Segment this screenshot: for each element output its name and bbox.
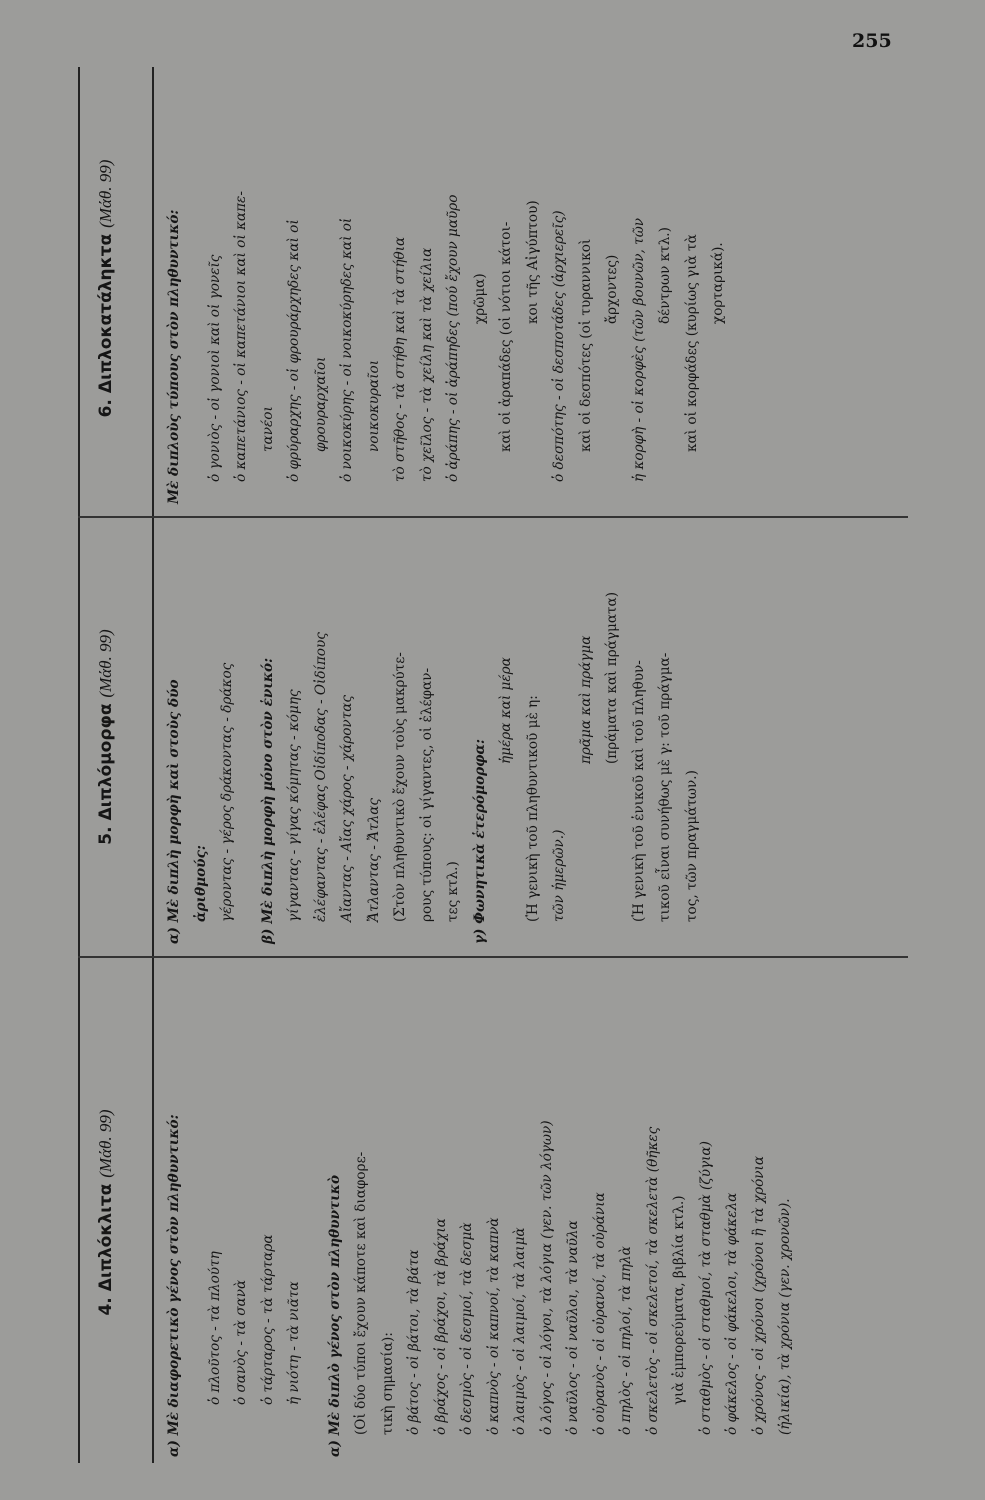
text-line: ἡ νιότη - τὰ νιᾶτα (286, 1281, 302, 1405)
column-title: 6. Διπλοκατάληκτα (96, 233, 116, 418)
column-divider (78, 517, 908, 519)
spacer (308, 966, 322, 1457)
column-diplokatalikta (70, 65, 920, 512)
text-line: γιὰ ἐμπορεύματα, βιβλία κτλ.) (671, 1195, 687, 1405)
text-line: τος, τῶν πραγμάτων.) (683, 770, 700, 922)
text-line: ὁ πλοῦτος - τὰ πλούτη (206, 1251, 223, 1405)
spacer (188, 966, 202, 1457)
text-line: καὶ οἱ κορφάδες (κυρίως γιὰ τὰ (683, 234, 700, 452)
text-line: ὁ βράχος - οἱ βράχοι, τὰ βράχια (432, 1218, 449, 1435)
text-line: ὁ ναῦλος - οἱ ναῦλοι, τὰ ναῦλα (565, 1220, 581, 1435)
section-heading: Μὲ διπλοὺς τύπους στὸν πληθυντικό: (166, 209, 182, 504)
text-line: ὁ χρόνος - οἱ χρόνοι (χρόνοι ἢ τὰ χρόνια (750, 1155, 767, 1435)
text-line: ὁ πηλὸς - οἱ πηλοί, τὰ πηλὰ (618, 1246, 634, 1435)
text-line: γέροντας - γέρος δράκοντας - δράκος (219, 662, 235, 922)
column-reference: (Μάθ. 99) (96, 1109, 115, 1178)
text-line: τῶν ἡμερῶν.) (551, 829, 567, 922)
column-diploklita (70, 960, 920, 1465)
text-line: δέντρων κτλ.) (657, 227, 673, 324)
text-line: ὁ φάκελος - οἱ φάκελοι, τὰ φάκελα (724, 1192, 740, 1435)
text-line: ἡμέρα καὶ μέρα (498, 657, 514, 764)
text-line: νοικοκυραῖοι (365, 359, 382, 452)
column-header (70, 522, 145, 952)
text-line: ρους τύπους: οἱ γίγαντες, οἱ ἐλέφαν- (418, 667, 435, 922)
rotated-table (70, 65, 920, 1465)
text-line: τικὴ σημασία): (379, 1332, 396, 1435)
column-diplomorfa (70, 522, 920, 952)
text-line: Αἴαντας - Αἴας χάρος - χάροντας (339, 694, 355, 922)
text-line: ὁ γονιὸς - οἱ γονιοὶ καὶ οἱ γονεῖς (206, 254, 223, 482)
column-title: 5. Διπλόμορφα (96, 703, 116, 845)
column-body (145, 65, 732, 512)
text-line: ἡ κορφὴ - οἱ κορφὲς (τῶν βουνῶν, τῶν (630, 217, 647, 482)
text-line: πρᾶμα καὶ πράγμα (577, 635, 594, 764)
text-line: (πράματα καὶ πράγματα) (604, 591, 620, 764)
text-line: κοι τῆς Αἰγύπτου) (524, 200, 541, 324)
text-line: ὁ λαιμὸς - οἱ λαιμοί, τὰ λαιμὰ (512, 1227, 528, 1435)
text-line: ὁ δεσμὸς - οἱ δεσμοί, τὰ δεσμὰ (459, 1222, 475, 1435)
text-line: ὁ λόγος - οἱ λόγοι, τὰ λόγια (γεν. τῶν λόγων) (538, 1120, 555, 1435)
text-line: (Ἡ γενικὴ τοῦ πληθυντικοῦ μὲ η: (524, 695, 541, 922)
text-line: ὁ φρύραρχης - οἱ φρουράρχηδες καὶ οἱ (286, 219, 302, 482)
column-body (145, 522, 705, 952)
column-divider (78, 957, 908, 959)
text-line: ὁ νοικοκύρης - οἱ νοικοκύρηδες καὶ οἱ (339, 217, 355, 482)
text-line: (Ἡ γενικὴ τοῦ ἑνικοῦ καὶ τοῦ πληθυν- (630, 660, 647, 922)
section-heading: β) Μὲ διπλὴ μορφὴ μόνο στὸν ἑνικό: (259, 657, 276, 944)
spacer (188, 71, 202, 504)
spacer (241, 528, 255, 944)
text-line: ὁ δεσπότης - οἱ δεσποτάδες (ἀρχιερεῖς) (551, 210, 567, 482)
text-line: ἄρχοντες) (604, 254, 620, 324)
text-line: ὁ τάρταρος - τὰ τάρταρα (259, 1234, 276, 1405)
text-line: τὸ χεῖλος - τὰ χείλη καὶ τὰ χείλια (418, 247, 435, 482)
column-header (70, 960, 145, 1465)
text-line: τανέοι (259, 406, 276, 452)
text-line: ὁ καπνὸς - οἱ καπνοί, τὰ καπνὰ (485, 1217, 502, 1435)
text-line: ὁ σταθμὸς - οἱ σταθμοί, τὰ σταθμὰ (ζύγια) (697, 1141, 714, 1435)
text-line: ἐλέφαντας - ἐλέφας Οἰδίποδας - Οἰδίπους (312, 632, 329, 922)
text-line: (Οἱ δύο τύποι ἔχουν κάποτε καὶ διαφορε- (353, 1151, 369, 1435)
column-header (70, 65, 145, 512)
text-line: (Στὸν πληθυντικὸ ἔχουν τοὺς μακρύτε- (392, 652, 408, 922)
text-line: καὶ οἱ δεσπότες (οἱ τυραννικοὶ (577, 238, 594, 452)
text-line: Ἄτλαντας - Ἄτλας (365, 797, 382, 922)
column-body (145, 960, 799, 1465)
text-line: γίγαντας - γίγας κόμητας - κόμης (286, 689, 302, 922)
text-line: ὁ ἀράπης - οἱ ἀράπηδες (πού ἔχουν μαῦρο (445, 194, 461, 482)
section-heading: γ) Φωνητικὰ ἑτερόμορφα: (471, 739, 488, 944)
text-line: (ἡλικία), τὰ χρόνια (γεν. χρονῶν). (777, 1198, 793, 1435)
text-line: ὁ σανὸς - τὰ σανὰ (233, 1279, 249, 1405)
text-line: τὸ στῆθος - τὰ στήθη καὶ τὰ στήθια (392, 236, 408, 482)
page-number: 255 (852, 30, 892, 52)
section-heading: α) Μὲ διαφορετικὸ γένος στὸν πληθυντικό: (166, 1114, 182, 1457)
text-line: ὁ καπετάνιος - οἱ καπετάνιοι καὶ οἱ καπε- (233, 191, 249, 482)
text-line: χορταρικά). (710, 242, 726, 324)
text-line: ὁ βάτος - οἱ βάτοι, τὰ βάτα (406, 1249, 422, 1435)
section-heading: α) Μὲ διπλὸ γένος στὸν πληθυντικὸ (326, 1174, 343, 1457)
column-reference: (Μάθ. 99) (96, 629, 115, 698)
section-heading: α) Μὲ διπλὴ μορφὴ καὶ στοὺς δύο (166, 679, 182, 944)
text-line: ὁ οὐρανὸς - οἱ οὐρανοί, τὰ οὐράνια (591, 1192, 608, 1435)
column-title: 4. Διπλόκλιτα (96, 1183, 116, 1316)
text-line: καὶ οἱ ἀραπάδες (οἱ νότιοι κάτοι- (498, 221, 514, 452)
text-line: τες κτλ.) (445, 861, 461, 922)
text-line: χρῶμα) (471, 273, 488, 324)
section-heading: ἀριθμούς: (192, 845, 209, 922)
text-line: ὁ σκελετὸς - οἱ σκελετοί, τὰ σκελετὰ (θῆκες (644, 1126, 661, 1435)
text-line: τικοῦ εἶναι συνήθως μὲ γ: τοῦ πράγμα- (657, 652, 673, 922)
column-reference: (Μάθ. 99) (96, 159, 115, 228)
text-line: φρουραρχαῖοι (312, 356, 329, 452)
